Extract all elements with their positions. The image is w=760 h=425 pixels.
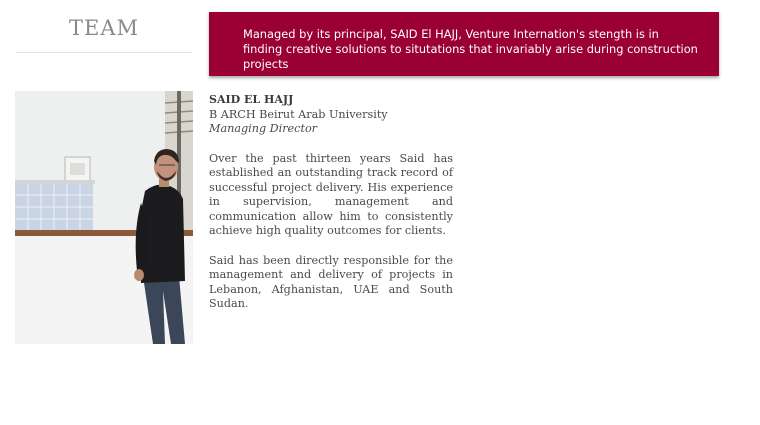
profile-degree: B ARCH Beirut Arab University [209, 107, 388, 121]
profile-paragraph-1: Over the past thirteen years Said has established an outstanding track record of successful project delivery. His experience in supervision, management and communication allow him to consistently achieve high quality outcomes for clients. [209, 151, 453, 237]
profile-name: SAID EL HAJJ [209, 93, 294, 106]
intro-banner [209, 12, 719, 76]
profile-paragraph-2: Said has been directly responsible for the management and delivery of projects in Lebanon, Afghanistan, UAE and South Sudan. [209, 253, 453, 310]
profile-photo-image [15, 91, 193, 344]
profile-photo [15, 91, 193, 344]
profile-details [209, 93, 453, 312]
intro-banner-text: Managed by its principal, SAID El HAJJ, Venture Internation's stength is in finding creative solutions to situtations that invariably arise during construction projects [243, 27, 698, 71]
team-heading: TEAM [16, 12, 192, 53]
profile-role: Managing Director [209, 122, 318, 135]
